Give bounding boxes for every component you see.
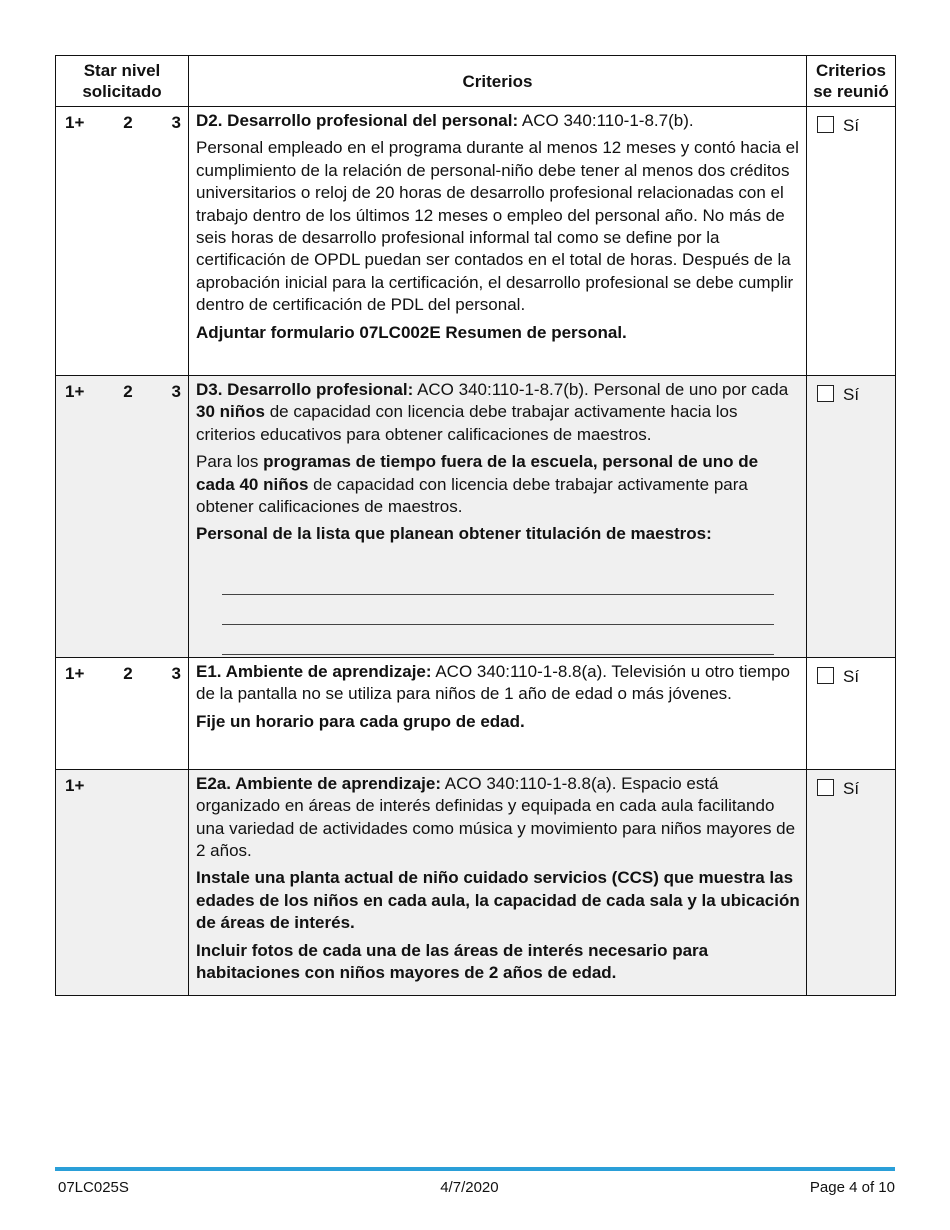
table-header-row <box>56 56 896 107</box>
criteria-cell: D2. Desarrollo profesional del personal: ACO 340:110-1-8.7(b). Personal empleado en el programa durante al menos 12 meses y contó hacia el cumplimiento de la relación de personal-niño debe tener al menos dos créditos universitarios o reloj de 20 horas de desarrollo profesional relacionadas con el trabajo dentro de los últimos 12 meses o empleo del personal año. No más de seis horas de desarrollo profesional informal tal como se define por la certificación de OPDL puedan ser contados en el total de horas. Después de la aprobación inicial para la certificación, el desarrollo profesional se debe cumplir dentro de certificación de PDL del personal. Adjuntar formulario 07LC002E Resumen de personal. <box>189 107 807 376</box>
star-levels: 1+ 2 3 <box>65 382 181 401</box>
si-checkbox[interactable] <box>817 116 834 133</box>
page-footer <box>58 1179 895 1196</box>
criteria-met-cell: Sí <box>807 657 896 769</box>
staff-list-lines[interactable] <box>196 551 800 655</box>
table-row <box>56 376 896 658</box>
table-row <box>56 769 896 995</box>
si-checkbox[interactable] <box>817 667 834 684</box>
criteria-cell: E1. Ambiente de aprendizaje: ACO 340:110-1-8.8(a). Televisión u otro tiempo de la pantalla no se utiliza para niños de 1 año de edad o más jóvenes. Fije un horario para cada grupo de edad. <box>189 657 807 769</box>
footer-divider <box>55 1167 895 1171</box>
form-id: 07LC025S <box>58 1179 129 1196</box>
criteria-met-cell: Sí <box>807 107 896 376</box>
form-date: 4/7/2020 <box>440 1179 499 1196</box>
criteria-cell: D3. Desarrollo profesional: ACO 340:110-1-8.7(b). Personal de uno por cada 30 niños de capacidad con licencia debe trabajar activamente hacia los criterios educativos para obtener calificaciones de maestros. Para los programas de tiempo fuera de la escuela, personal de uno de cada 40 niños de capacidad con licencia debe trabajar activamente para obtener calificaciones de maestros. Personal de la lista que planean obtener titulación de maestros: <box>189 376 807 658</box>
staff-line[interactable] <box>222 565 774 595</box>
table-row <box>56 107 896 376</box>
criteria-met-cell: Sí <box>807 376 896 658</box>
header-met: Criterios se reunió <box>807 56 896 107</box>
si-checkbox[interactable] <box>817 385 834 402</box>
header-level: Star nivel solicitado <box>56 56 189 107</box>
criteria-table <box>55 55 896 996</box>
staff-line[interactable] <box>222 625 774 655</box>
si-checkbox[interactable] <box>817 779 834 796</box>
header-criteria: Criterios <box>189 56 807 107</box>
criteria-met-cell: Sí <box>807 769 896 995</box>
star-levels: 1+ <box>65 775 85 795</box>
table-row <box>56 657 896 769</box>
star-levels: 1+ 2 3 <box>65 113 181 132</box>
page-number: Page 4 of 10 <box>809 1179 895 1196</box>
criteria-cell: E2a. Ambiente de aprendizaje: ACO 340:110-1-8.8(a). Espacio está organizado en áreas de interés definidas y equipada en cada aula facilitando una variedad de actividades como música y movimiento para niños mayores de 2 años. Instale una planta actual de niño cuidado servicios (CCS) que muestra las edades de los niños en cada aula, la capacidad de cada sala y la ubicación de áreas de interés. Incluir fotos de cada una de las áreas de interés necesario para habitaciones con niños mayores de 2 años de edad. <box>189 769 807 995</box>
star-levels: 1+ 2 3 <box>65 663 181 683</box>
staff-line[interactable] <box>222 595 774 625</box>
